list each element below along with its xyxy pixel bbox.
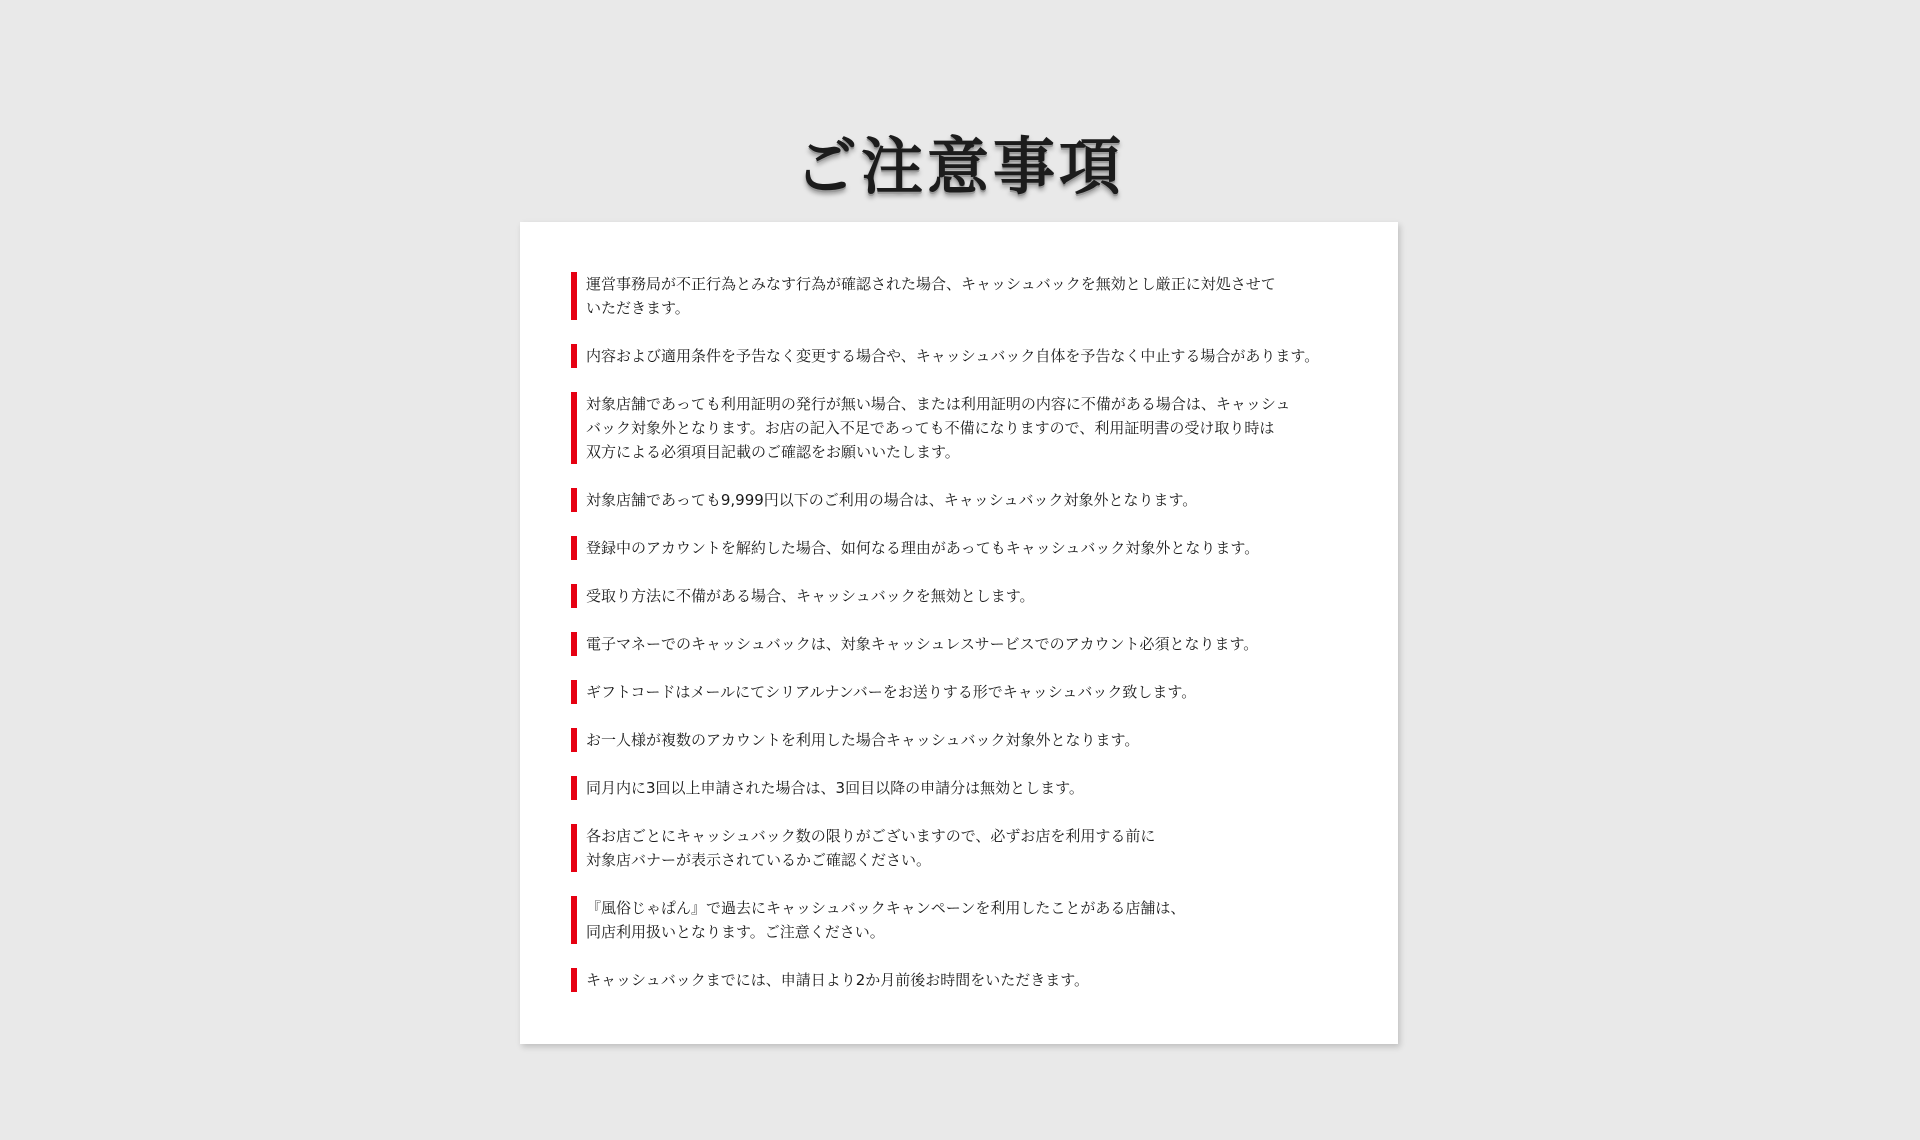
- note-item: [571, 344, 1358, 368]
- note-line: 内容および適用条件を予告なく変更する場合や、キャッシュバック自体を予告なく中止する場合があります。: [586, 347, 1320, 365]
- note-line: ギフトコードはメールにてシリアルナンバーをお送りする形でキャッシュバック致します。: [586, 683, 1197, 701]
- notes-card: [520, 222, 1398, 1044]
- page-title: ご注意事項: [794, 129, 1125, 203]
- note-item: [571, 968, 1358, 992]
- note-item: [571, 680, 1358, 704]
- note-line: 対象店バナーが表示されているかご確認ください。: [586, 851, 932, 869]
- notes-list: [571, 272, 1358, 992]
- note-line: 対象店舗であっても利用証明の発行が無い場合、または利用証明の内容に不備がある場合は、キャッシュ: [586, 395, 1291, 413]
- note-item: [571, 536, 1358, 560]
- note-item: [571, 728, 1358, 752]
- note-item: [571, 272, 1358, 320]
- note-item: [571, 896, 1358, 944]
- note-item: [571, 584, 1358, 608]
- note-line: 運営事務局が不正行為とみなす行為が確認された場合、キャッシュバックを無効とし厳正に対処させて: [586, 275, 1276, 293]
- note-line: 各お店ごとにキャッシュバック数の限りがございますので、必ずお店を利用する前に: [586, 827, 1156, 845]
- note-line: 対象店舗であっても9,999円以下のご利用の場合は、キャッシュバック対象外となります。: [586, 491, 1198, 509]
- note-line: 電子マネーでのキャッシュバックは、対象キャッシュレスサービスでのアカウント必須となります。: [586, 635, 1259, 653]
- note-line: 同店利用扱いとなります。ご注意ください。: [586, 923, 885, 941]
- note-line: 『風俗じゃぱん』で過去にキャッシュバックキャンペーンを利用したことがある店舗は、: [586, 899, 1186, 917]
- note-line: キャッシュバックまでには、申請日より2か月前後お時間をいただきます。: [586, 971, 1090, 989]
- note-item: [571, 632, 1358, 656]
- note-line: 同月内に3回以上申請された場合は、3回目以降の申請分は無効とします。: [586, 779, 1084, 797]
- note-line: お一人様が複数のアカウントを利用した場合キャッシュバック対象外となります。: [586, 731, 1140, 749]
- note-line: バック対象外となります。お店の記入不足であっても不備になりますので、利用証明書の受け取り時は: [586, 419, 1275, 437]
- note-item: [571, 776, 1358, 800]
- note-item: [571, 824, 1358, 872]
- note-line: 受取り方法に不備がある場合、キャッシュバックを無効とします。: [586, 587, 1035, 605]
- note-item: [571, 392, 1358, 464]
- note-item: [571, 488, 1358, 512]
- note-line: 登録中のアカウントを解約した場合、如何なる理由があってもキャッシュバック対象外となります。: [586, 539, 1260, 557]
- note-line: いただきます。: [586, 299, 690, 317]
- note-line: 双方による必須項目記載のご確認をお願いいたします。: [586, 443, 960, 461]
